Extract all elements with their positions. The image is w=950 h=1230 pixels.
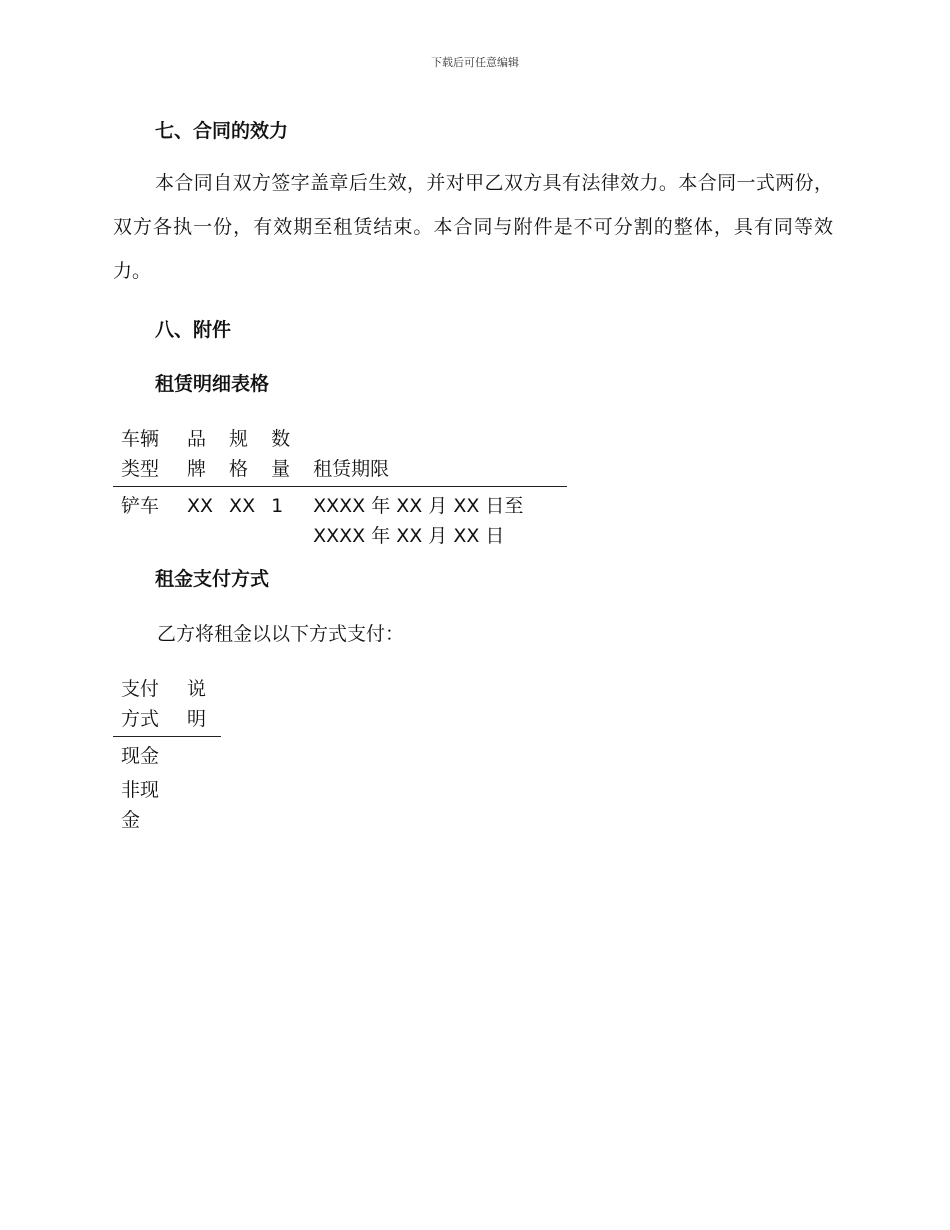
cell-quantity: 1 bbox=[271, 495, 284, 517]
column-header-brand: 品牌 bbox=[179, 424, 221, 487]
cell-payment-method: 现金 bbox=[121, 745, 160, 767]
cell-description bbox=[179, 771, 221, 835]
lease-table-title: 租赁明细表格 bbox=[155, 373, 270, 395]
table-row bbox=[113, 771, 221, 835]
section-7-body: 本合同自双方签字盖章后生效，并对甲乙双方具有法律效力。本合同一式两份，双方各执一份，有效期至租赁结束。本合同与附件是不可分割的整体，具有同等效力。 bbox=[113, 172, 833, 282]
section-8-title: 八、附件 bbox=[155, 319, 232, 341]
payment-title: 租金支付方式 bbox=[155, 568, 270, 590]
payment-method-table bbox=[113, 674, 221, 835]
table-header-row bbox=[113, 674, 221, 737]
cell-lease-period: XXXX 年 XX 月 XX 日至 XXXX 年 XX 月 XX 日 bbox=[313, 495, 524, 547]
lease-detail-table bbox=[113, 424, 567, 551]
cell-description bbox=[179, 737, 221, 772]
cell-payment-method: 非现金 bbox=[121, 779, 160, 831]
column-header-vehicle-type: 车辆类型 bbox=[113, 424, 179, 487]
section-7-title: 七、合同的效力 bbox=[155, 120, 289, 142]
cell-brand: XX bbox=[187, 495, 214, 517]
cell-spec: XX bbox=[229, 495, 256, 517]
table-row bbox=[113, 487, 567, 552]
payment-intro: 乙方将租金以以下方式支付： bbox=[157, 623, 405, 645]
column-header-quantity: 数量 bbox=[263, 424, 305, 487]
column-header-description: 说明 bbox=[179, 674, 221, 737]
column-header-spec: 规格 bbox=[221, 424, 263, 487]
page-header-note: 下载后可任意编辑 bbox=[431, 56, 519, 69]
table-header-row bbox=[113, 424, 567, 487]
column-header-payment-method: 支付方式 bbox=[113, 674, 179, 737]
table-row bbox=[113, 737, 221, 772]
cell-vehicle-type: 铲车 bbox=[121, 495, 160, 517]
column-header-lease-period: 租赁期限 bbox=[305, 424, 567, 487]
